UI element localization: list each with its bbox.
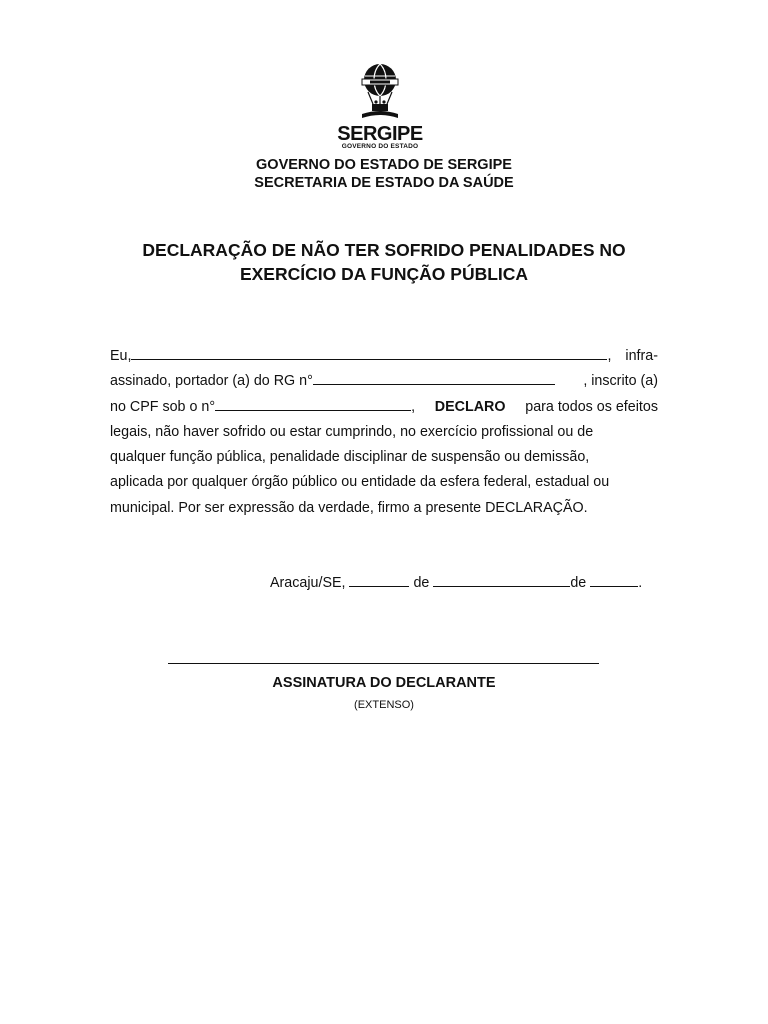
rg-blank xyxy=(313,371,555,385)
text-line-6: aplicada por qualquer órgão público ou entidade da esfera federal, estadual ou xyxy=(110,474,610,491)
signature-line xyxy=(168,663,599,664)
text-line-7: municipal. Por ser expressão da verdade, firmo a presente DECLARAÇÃO. xyxy=(110,499,588,516)
paragraph-line xyxy=(110,470,658,495)
document-title xyxy=(100,238,668,286)
header-government: GOVERNO DO ESTADO DE SERGIPE xyxy=(256,157,512,173)
paragraph-line xyxy=(110,445,658,470)
logo-subtext: GOVERNO DO ESTADO xyxy=(341,143,419,150)
text-eu: Eu, xyxy=(110,348,132,364)
cpf-blank xyxy=(215,397,411,411)
text-cpf-comma: , xyxy=(411,398,416,415)
date-place: Aracaju/SE, xyxy=(270,575,346,591)
paragraph-line xyxy=(110,344,658,369)
text-efeitos: para todos os efeitos xyxy=(525,398,658,415)
text-rg: assinado, portador (a) do RG n° xyxy=(110,373,313,390)
rg-field-row xyxy=(110,369,555,394)
date-period: . xyxy=(638,575,643,591)
date-line xyxy=(270,572,660,594)
declaration-paragraph xyxy=(110,344,658,521)
name-field-row xyxy=(110,344,611,369)
state-logo xyxy=(326,58,434,156)
title-line-2: EXERCÍCIO DA FUNÇÃO PÚBLICA xyxy=(239,264,529,284)
text-line-4: legais, não haver sofrido ou estar cumprindo, no exercício profissional ou de xyxy=(110,423,594,440)
text-comma: , xyxy=(607,348,612,364)
day-blank xyxy=(349,573,409,587)
logo-wordmark: SERGIPE xyxy=(337,123,423,145)
text-cpf: no CPF sob o n° xyxy=(110,398,216,415)
cpf-field-row xyxy=(110,395,415,420)
paragraph-line xyxy=(110,369,658,394)
date-de-2: de xyxy=(570,575,587,591)
paragraph-line xyxy=(110,395,658,420)
date-de-1: de xyxy=(413,575,430,591)
document-header xyxy=(0,156,768,192)
text-line-5: qualquer função pública, penalidade disciplinar de suspensão ou demissão, xyxy=(110,449,590,466)
title-line-1: DECLARAÇÃO DE NÃO TER SOFRIDO PENALIDADES NO xyxy=(142,240,626,260)
paragraph-line xyxy=(110,420,658,445)
text-declaro: DECLARO xyxy=(434,398,506,415)
text-inscrito: , inscrito (a) xyxy=(583,373,658,390)
header-secretariat: SECRETARIA DE ESTADO DA SAÚDE xyxy=(254,175,514,191)
signature-sublabel: (EXTENSO) xyxy=(354,699,414,711)
year-blank xyxy=(590,573,638,587)
paragraph-line xyxy=(110,496,658,521)
text-infra: infra- xyxy=(625,348,658,364)
signature-label: ASSINATURA DO DECLARANTE xyxy=(272,675,496,691)
name-blank xyxy=(131,346,607,360)
month-blank xyxy=(433,573,570,587)
sergipe-balloon-emblem-icon xyxy=(326,58,434,124)
